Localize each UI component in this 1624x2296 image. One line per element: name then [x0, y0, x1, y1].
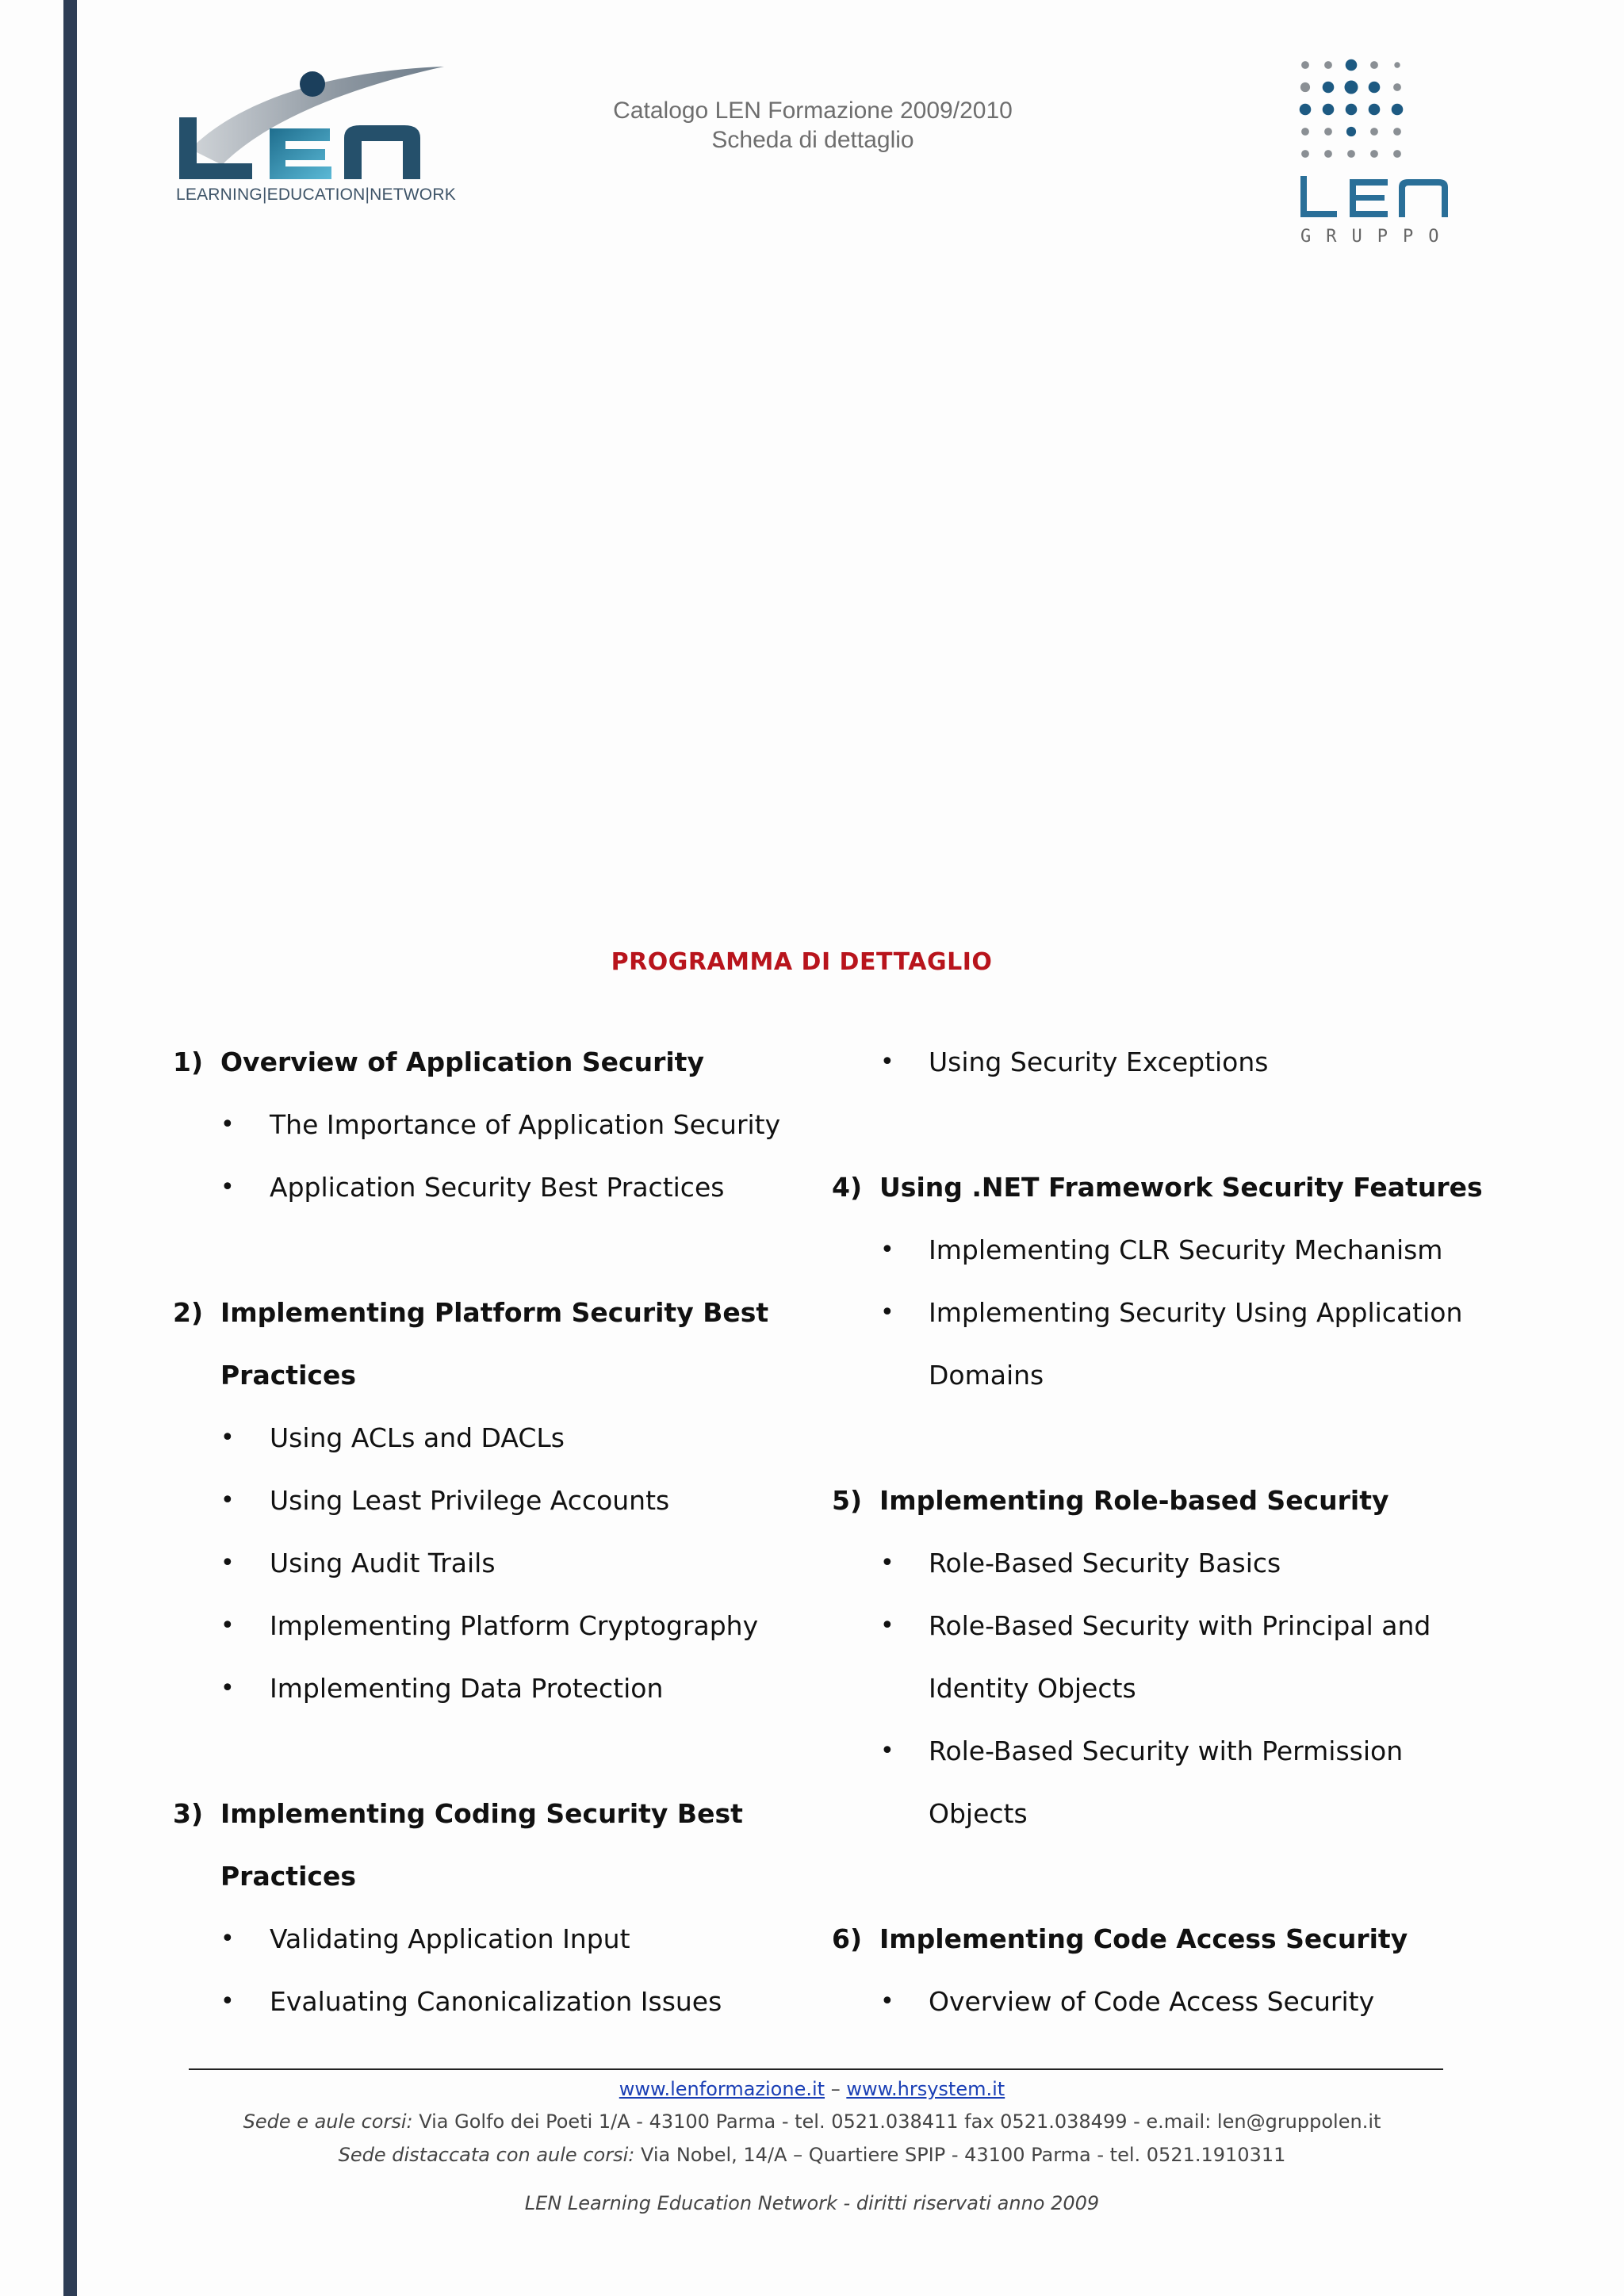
logo-dot: [1346, 127, 1356, 136]
section-number: 1): [173, 1047, 204, 1077]
section-number: 6): [832, 1923, 863, 1954]
logo-dot: [1370, 128, 1378, 136]
section-number: 5): [832, 1485, 863, 1516]
bullet-icon: •: [880, 1737, 894, 1765]
footer-sede: [0, 2110, 1624, 2133]
logo-dot: [1393, 150, 1401, 158]
bullet-icon: •: [880, 1236, 894, 1264]
logo-dot: [1324, 61, 1332, 69]
section-number: 4): [832, 1172, 863, 1203]
gruppo-label: GRUPPO: [1300, 227, 1454, 247]
bullet-icon: •: [220, 1424, 235, 1452]
logo-dot: [1301, 128, 1309, 136]
topic-item: Implementing Data Protection: [270, 1673, 664, 1704]
topic-item: Using Audit Trails: [270, 1548, 496, 1578]
topic-item: Evaluating Canonicalization Issues: [270, 1986, 722, 2017]
footer-sede-text: Via Golfo dei Poeti 1/A - 43100 Parma - tel. 0521.038411 fax 0521.038499 - e.mail: len@gruppolen.it: [412, 2110, 1381, 2133]
bullet-icon: •: [880, 1612, 894, 1640]
logo-dot: [1345, 81, 1358, 94]
section-heading: Implementing Role-based Security: [879, 1485, 1389, 1516]
logo-dot: [1347, 150, 1355, 158]
footer-copyright: LEN Learning Education Network - diritti riservati anno 2009: [524, 2192, 1100, 2214]
logo-dot: [1300, 82, 1310, 92]
topic-item: Role-Based Security with Principal and: [929, 1610, 1431, 1641]
logo-dot: [1370, 150, 1378, 158]
topic-item: Validating Application Input: [270, 1923, 630, 1954]
bullet-icon: •: [880, 1048, 894, 1076]
topic-item: Role-Based Security Basics: [929, 1548, 1281, 1578]
catalog-title: Catalogo LEN Formazione 2009/2010: [613, 98, 1013, 124]
logo-dot: [1323, 104, 1335, 116]
topic-item: Implementing Platform Cryptography: [270, 1610, 759, 1641]
bullet-icon: •: [880, 1988, 894, 2015]
len-logo-tagline: LEARNING|EDUCATION|NETWORK: [176, 186, 456, 204]
logo-dot: [1301, 150, 1309, 158]
bullet-icon: •: [220, 1925, 235, 1953]
left-margin-bar: [63, 0, 77, 2296]
bullet-icon: •: [880, 1299, 894, 1326]
logo-dot: [1393, 128, 1401, 136]
topic-item-continued: Objects: [929, 1798, 1028, 1829]
logo-dot: [1324, 150, 1332, 158]
logo-dot: [1346, 104, 1358, 116]
bullet-icon: •: [220, 1111, 235, 1138]
logo-dot: [1392, 104, 1404, 116]
program-title: PROGRAMMA DI DETTAGLIO: [611, 948, 993, 976]
logo-dot: [1301, 61, 1309, 69]
bullet-icon: •: [220, 1612, 235, 1640]
footer-links: [0, 2077, 1624, 2101]
logo-dot: [1370, 61, 1378, 69]
footer-sede-label: Sede e aule corsi:: [243, 2110, 413, 2133]
catalog-subtitle: Scheda di dettaglio: [711, 127, 914, 153]
link-hrsystem[interactable]: www.hrsystem.it: [846, 2078, 1005, 2100]
section-heading: Implementing Platform Security Best: [220, 1297, 769, 1328]
bullet-icon: •: [880, 1549, 894, 1577]
topic-item-continued: Identity Objects: [929, 1673, 1136, 1704]
footer-link-separator: –: [830, 2078, 841, 2100]
section-heading-continued: Practices: [220, 1861, 356, 1892]
section-number: 3): [173, 1798, 204, 1829]
footer-distaccata-text: Via Nobel, 14/A – Quartiere SPIP - 43100 Parma - tel. 0521.1910311: [634, 2144, 1286, 2166]
bullet-icon: •: [220, 1173, 235, 1201]
footer-sede-distaccata: [0, 2143, 1624, 2167]
topic-item: The Importance of Application Security: [270, 1109, 781, 1140]
footer-distaccata-label: Sede distaccata con aule corsi:: [338, 2144, 635, 2166]
logo-dot: [1394, 62, 1400, 67]
topic-item: Overview of Code Access Security: [929, 1986, 1375, 2017]
logo-dot: [1324, 128, 1332, 136]
topic-item: Using Security Exceptions: [929, 1047, 1269, 1077]
topic-item: Using Least Privilege Accounts: [270, 1485, 670, 1516]
footer-divider: [189, 2068, 1443, 2070]
bullet-icon: •: [220, 1674, 235, 1702]
topic-item: Using ACLs and DACLs: [270, 1422, 565, 1453]
bullet-icon: •: [220, 1988, 235, 2015]
bullet-icon: •: [220, 1549, 235, 1577]
logo-dot: [1369, 82, 1381, 94]
section-number: 2): [173, 1297, 204, 1328]
topic-item: Role-Based Security with Permission: [929, 1735, 1404, 1766]
logo-dot: [1300, 104, 1312, 116]
section-heading: Using .NET Framework Security Features: [879, 1172, 1483, 1203]
section-heading: Overview of Application Security: [220, 1047, 704, 1077]
section-heading: Implementing Coding Security Best: [220, 1798, 743, 1829]
logo-dot: [1393, 83, 1401, 91]
logo-dot: [1323, 82, 1335, 94]
topic-item-continued: Domains: [929, 1360, 1044, 1391]
logo-dot: [1346, 59, 1358, 71]
topic-item: Implementing Security Using Application: [929, 1297, 1463, 1328]
section-heading-continued: Practices: [220, 1360, 356, 1391]
topic-item: Implementing CLR Security Mechanism: [929, 1234, 1443, 1265]
link-lenformazione[interactable]: www.lenformazione.it: [619, 2078, 825, 2100]
logo-dot: [1369, 104, 1381, 116]
topic-item: Application Security Best Practices: [270, 1172, 725, 1203]
section-heading: Implementing Code Access Security: [879, 1923, 1408, 1954]
bullet-icon: •: [220, 1487, 235, 1514]
